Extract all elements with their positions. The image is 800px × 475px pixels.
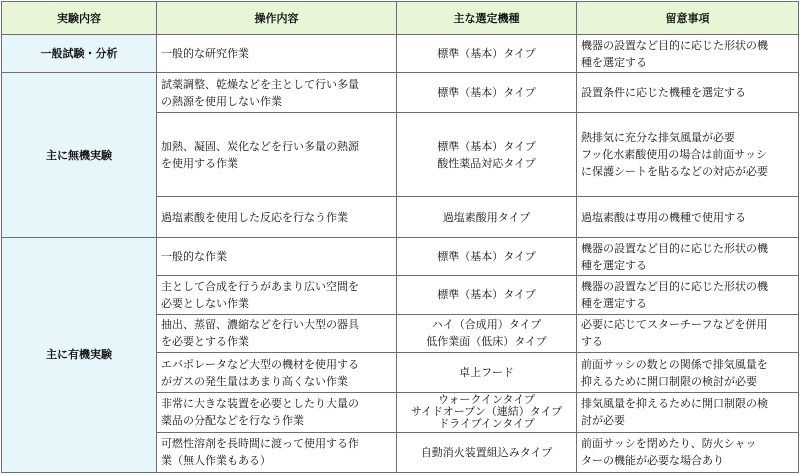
notes-cell: 機器の設置など目的に応じた形状の機 種を選定する — [577, 35, 799, 73]
machine-cell: 標準（基本）タイプ — [397, 237, 577, 275]
notes-cell: 必要に応じてスターチーフなどを併用 する — [577, 314, 799, 352]
machine-cell: ハイ（合成用）タイプ 低作業面（低床）タイプ — [397, 314, 577, 352]
notes-cell: 排気風量を抑えるために開口制限の検 討が必要 — [577, 393, 799, 432]
machine-cell: 過塩素酸用タイプ — [397, 197, 577, 237]
notes-cell: 前面サッシを閉めたり、防火シャッ ターの機能が必要な場合あり — [577, 432, 799, 472]
notes-cell: 過塩素酸は専用の機種で使用する — [577, 197, 799, 237]
operation-cell: エバポレータなど大型の機材を使用する がガスの発生量はあまり高くない作業 — [157, 352, 397, 392]
machine-cell: 標準（基本）タイプ — [397, 35, 577, 73]
selection-table — [1, 1, 799, 473]
machine-cell: 自動消火装置組込みタイプ — [397, 432, 577, 472]
category-organic: 主に有機実験 — [2, 237, 157, 472]
notes-cell: 機器の設置など目的に応じた形状の機 種を選定する — [577, 276, 799, 314]
machine-cell: 標準（基本）タイプ — [397, 73, 577, 112]
operation-cell: 可燃性溶剤を長時間に渡って使用する作 業（無人作業もある） — [157, 432, 397, 472]
header-notes: 留意事項 — [577, 2, 799, 35]
notes-cell: 熱排気に充分な排気風量が必要 フッ化水素酸使用の場合は前面サッシ に保護シートを貼るなどの対応が必要 — [577, 112, 799, 197]
notes-cell: 機器の設置など目的に応じた形状の機 種を選定する — [577, 237, 799, 275]
header-operation: 操作内容 — [157, 2, 397, 35]
machine-cell: 標準（基本）タイプ — [397, 276, 577, 314]
notes-cell: 前面サッシの数との関係で排気風量を 抑えるために開口制限の検討が必要 — [577, 352, 799, 392]
machine-cell: ウォークインタイプ サイドオープン（連結）タイプ ドライブインタイプ — [397, 393, 577, 432]
machine-cell: 標準（基本）タイプ 酸性薬品対応タイプ — [397, 112, 577, 197]
operation-cell: 試薬調整、乾燥などを主として行い多量 の熱源を使用しない作業 — [157, 73, 397, 112]
category-general: 一般試験・分析 — [2, 35, 157, 73]
operation-cell: 一般的な研究作業 — [157, 35, 397, 73]
table-row — [2, 237, 799, 275]
operation-cell: 非常に大きな装置を必要としたり大量の 薬品の分配などを行なう作業 — [157, 393, 397, 432]
operation-cell: 主として合成を行うがあまり広い空間を 必要としない作業 — [157, 276, 397, 314]
table-row — [2, 73, 799, 112]
table-row — [2, 35, 799, 73]
header-category: 実験内容 — [2, 2, 157, 35]
operation-cell: 抽出、蒸留、濃縮などを行い大型の器具 を必要とする作業 — [157, 314, 397, 352]
operation-cell: 加熱、凝固、炭化などを行い多量の熱源 を使用する作業 — [157, 112, 397, 197]
operation-cell: 過塩素酸を使用した反応を行なう作業 — [157, 197, 397, 237]
operation-cell: 一般的な作業 — [157, 237, 397, 275]
header-row — [2, 2, 799, 35]
category-inorganic: 主に無機実験 — [2, 73, 157, 237]
header-machine: 主な選定機種 — [397, 2, 577, 35]
machine-cell: 卓上フード — [397, 352, 577, 392]
notes-cell: 設置条件に応じた機種を選定する — [577, 73, 799, 112]
